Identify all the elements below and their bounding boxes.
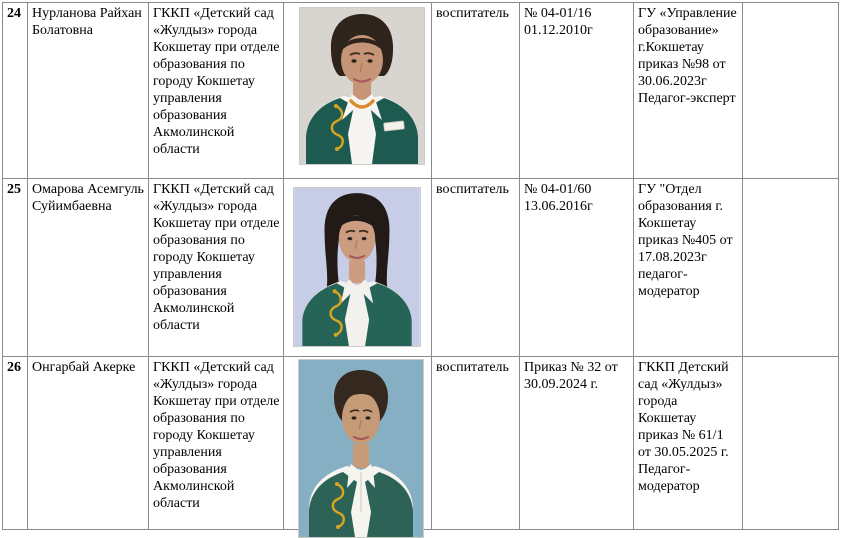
eye <box>351 59 356 62</box>
gold-ornament-dot <box>335 482 339 486</box>
cell-qualification: ГУ "Отдел образования г. Кокшетау приказ №405 от 17.08.2023г педагог-модератор <box>634 179 743 357</box>
cell-photo <box>284 3 432 179</box>
cell-photo <box>284 179 432 357</box>
cell-organization: ГККП «Детский сад «Жулдыз» города Кокшетау при отделе образования по городу Кокшетау управления образования Акмолинской области <box>149 3 284 179</box>
eye <box>347 237 352 240</box>
teacher-photo <box>299 7 425 165</box>
cell-organization: ГККП «Детский сад «Жулдыз» города Кокшетау при отделе образования по городу Кокшетау управления образования Акмолинской области <box>149 179 284 357</box>
cell-position: воспитатель <box>432 179 520 357</box>
gold-ornament-dot <box>336 525 340 529</box>
cell-qualification: ГУ «Управление образование» г.Кокшетау приказ №98 от 30.06.2023г Педагог-эксперт <box>634 3 743 179</box>
gold-ornament-dot <box>334 333 338 337</box>
cell-row-number: 26 <box>3 357 28 530</box>
cell-teacher-name: Омарова Асемгуль Суйимбаевна <box>28 179 149 357</box>
gold-ornament-dot <box>333 289 337 293</box>
teachers-table <box>2 2 839 530</box>
teacher-photo <box>298 359 424 538</box>
cell-teacher-name: Нурланова Райхан Болатовна <box>28 3 149 179</box>
neck <box>349 261 365 283</box>
eye <box>352 416 357 419</box>
cell-order-number: № 04-01/60 13.06.2016г <box>520 179 634 357</box>
face <box>342 392 380 444</box>
gold-ornament-dot <box>335 147 339 151</box>
cell-photo <box>284 357 432 530</box>
cell-position: воспитатель <box>432 3 520 179</box>
eye <box>362 237 367 240</box>
cell-row-number: 24 <box>3 3 28 179</box>
cell-order-number: № 04-01/16 01.12.2010г <box>520 3 634 179</box>
cell-empty <box>743 357 839 530</box>
name-badge <box>384 121 405 131</box>
neck <box>353 444 369 468</box>
cell-position: воспитатель <box>432 357 520 530</box>
cell-empty <box>743 3 839 179</box>
cell-teacher-name: Онгарбай Акерке <box>28 357 149 530</box>
cell-organization: ГККП «Детский сад «Жулдыз» города Кокшетау при отделе образования по городу Кокшетау управления образования Акмолинской области <box>149 357 284 530</box>
table-row <box>3 3 839 179</box>
gold-ornament-dot <box>334 104 338 108</box>
eye <box>367 59 372 62</box>
cell-empty <box>743 179 839 357</box>
table-row <box>3 357 839 530</box>
table-row <box>3 179 839 357</box>
cell-order-number: Приказ № 32 от 30.09.2024 г. <box>520 357 634 530</box>
teacher-photo <box>293 187 421 347</box>
cell-row-number: 25 <box>3 179 28 357</box>
eye <box>366 416 371 419</box>
cell-qualification: ГККП Детский сад «Жулдыз» города Кокшетау приказ № 61/1 от 30.05.2025 г. Педагог-модератор <box>634 357 743 530</box>
